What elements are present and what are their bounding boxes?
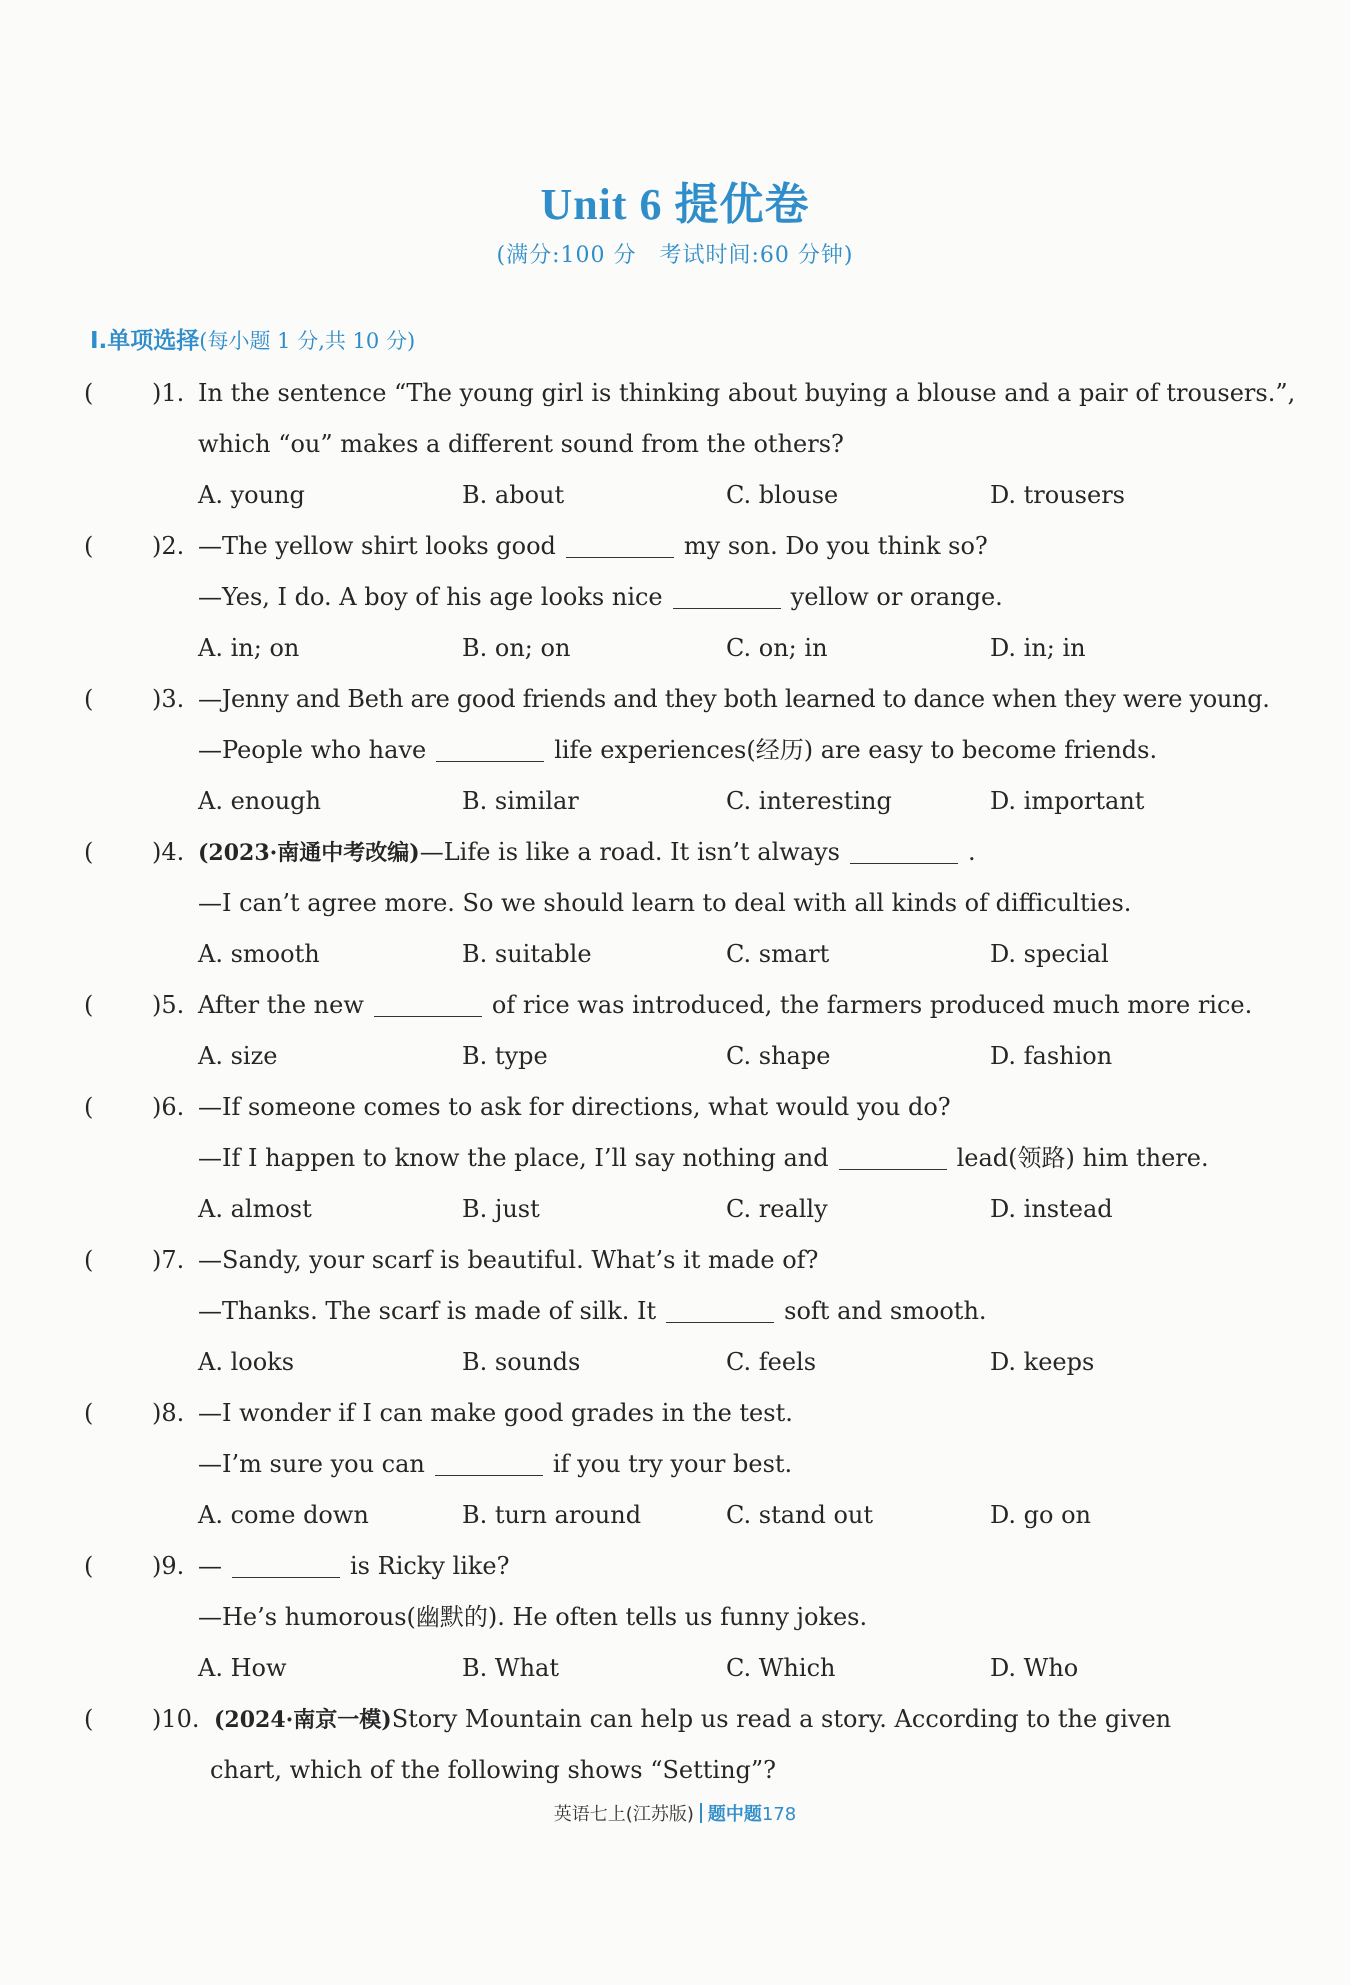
option-c[interactable]: C. Which bbox=[726, 1654, 836, 1682]
section-heading bbox=[90, 322, 415, 355]
option-a[interactable]: A. come down bbox=[198, 1501, 369, 1529]
answer-bracket[interactable]: ( bbox=[84, 379, 94, 407]
option-d[interactable]: D. Who bbox=[990, 1654, 1079, 1682]
question-text: —The yellow shirt looks good my son. Do you think so? bbox=[198, 521, 988, 572]
answer-bracket[interactable]: ( bbox=[84, 838, 94, 866]
question-9-line-2 bbox=[0, 1592, 1350, 1643]
section-label: Ⅰ.单项选择 bbox=[90, 328, 200, 354]
answer-bracket[interactable]: ( bbox=[84, 1246, 94, 1274]
answer-bracket[interactable]: ( bbox=[84, 991, 94, 1019]
question-text: —If I happen to know the place, I’ll say nothing and lead(领路) him there. bbox=[198, 1133, 1209, 1184]
page-number: 178 bbox=[761, 1804, 797, 1825]
option-d[interactable]: D. trousers bbox=[990, 481, 1125, 509]
question-8-line-2 bbox=[0, 1439, 1350, 1490]
question-7-options bbox=[0, 1337, 1350, 1388]
question-2-options bbox=[0, 623, 1350, 674]
question-10-line-2 bbox=[0, 1745, 1350, 1796]
option-c[interactable]: C. smart bbox=[726, 940, 830, 968]
question-number: )1. bbox=[152, 379, 185, 407]
question-number: )10. bbox=[152, 1705, 200, 1733]
question-source: (2023·南通中考改编) bbox=[198, 840, 420, 866]
question-text: —Jenny and Beth are good friends and they both learned to dance when they were young. bbox=[198, 685, 1270, 713]
question-number: )8. bbox=[152, 1399, 185, 1427]
footer-divider bbox=[700, 1803, 702, 1823]
question-6-line-2 bbox=[0, 1133, 1350, 1184]
question-text: —I wonder if I can make good grades in the test. bbox=[198, 1399, 793, 1427]
section-note: (每小题 1 分,共 10 分) bbox=[199, 329, 416, 353]
answer-bracket[interactable]: ( bbox=[84, 1399, 94, 1427]
question-source: (2024·南京一模) bbox=[214, 1707, 392, 1733]
option-a[interactable]: A. size bbox=[198, 1042, 278, 1070]
question-number: )7. bbox=[152, 1246, 185, 1274]
question-3-line-2 bbox=[0, 725, 1350, 776]
question-1 bbox=[0, 368, 1350, 419]
question-text: —People who have life experiences(经历) are easy to become friends. bbox=[198, 725, 1157, 776]
question-1-options bbox=[0, 470, 1350, 521]
question-text: After the new of rice was introduced, the farmers produced much more rice. bbox=[198, 980, 1252, 1031]
option-b[interactable]: B. on; on bbox=[462, 634, 571, 662]
option-a[interactable]: A. almost bbox=[198, 1195, 312, 1223]
answer-blank[interactable] bbox=[850, 833, 958, 864]
question-text: —If someone comes to ask for directions, what would you do? bbox=[198, 1093, 951, 1121]
option-c[interactable]: C. interesting bbox=[726, 787, 892, 815]
option-c[interactable]: C. blouse bbox=[726, 481, 839, 509]
answer-bracket[interactable]: ( bbox=[84, 685, 94, 713]
answer-bracket[interactable]: ( bbox=[84, 1705, 94, 1733]
question-7 bbox=[0, 1235, 1350, 1286]
question-text: —I can’t agree more. So we should learn to deal with all kinds of difficulties. bbox=[198, 889, 1132, 917]
question-text: which “ou” makes a different sound from the others? bbox=[198, 430, 844, 458]
book-title: 英语七上(江苏版) bbox=[553, 1804, 694, 1825]
answer-blank[interactable] bbox=[232, 1547, 340, 1578]
option-d[interactable]: D. important bbox=[990, 787, 1145, 815]
question-text: —Yes, I do. A boy of his age looks nice yellow or orange. bbox=[198, 572, 1003, 623]
question-9-options bbox=[0, 1643, 1350, 1694]
answer-bracket[interactable]: ( bbox=[84, 1093, 94, 1121]
question-7-line-2 bbox=[0, 1286, 1350, 1337]
question-2-line-2 bbox=[0, 572, 1350, 623]
option-c[interactable]: C. stand out bbox=[726, 1501, 874, 1529]
option-d[interactable]: D. keeps bbox=[990, 1348, 1095, 1376]
question-6-options bbox=[0, 1184, 1350, 1235]
option-b[interactable]: B. sounds bbox=[462, 1348, 581, 1376]
option-c[interactable]: C. really bbox=[726, 1195, 828, 1223]
question-number: )4. bbox=[152, 838, 185, 866]
option-a[interactable]: A. looks bbox=[198, 1348, 295, 1376]
question-1-line-2 bbox=[0, 419, 1350, 470]
option-a[interactable]: A. enough bbox=[198, 787, 321, 815]
answer-blank[interactable] bbox=[566, 527, 674, 558]
question-4-options bbox=[0, 929, 1350, 980]
question-number: )9. bbox=[152, 1552, 185, 1580]
question-4 bbox=[0, 827, 1350, 878]
answer-blank[interactable] bbox=[666, 1292, 774, 1323]
option-a[interactable]: A. in; on bbox=[198, 634, 300, 662]
question-text: —Thanks. The scarf is made of silk. It soft and smooth. bbox=[198, 1286, 987, 1337]
option-d[interactable]: D. special bbox=[990, 940, 1109, 968]
question-number: )6. bbox=[152, 1093, 185, 1121]
answer-bracket[interactable]: ( bbox=[84, 532, 94, 560]
question-5-options bbox=[0, 1031, 1350, 1082]
question-10 bbox=[0, 1694, 1350, 1745]
question-number: )5. bbox=[152, 991, 185, 1019]
option-d[interactable]: D. in; in bbox=[990, 634, 1086, 662]
option-b[interactable]: B. What bbox=[462, 1654, 559, 1682]
answer-blank[interactable] bbox=[436, 731, 544, 762]
option-c[interactable]: C. on; in bbox=[726, 634, 828, 662]
question-text: chart, which of the following shows “Setting”? bbox=[210, 1756, 777, 1784]
brand-name: 题中题 bbox=[707, 1804, 762, 1825]
question-text: —Sandy, your scarf is beautiful. What’s it made of? bbox=[198, 1246, 819, 1274]
option-b[interactable]: B. similar bbox=[462, 787, 579, 815]
option-b[interactable]: B. turn around bbox=[462, 1501, 642, 1529]
question-number: )2. bbox=[152, 532, 185, 560]
question-5 bbox=[0, 980, 1350, 1031]
question-text: (2024·南京一模)Story Mountain can help us read a story. According to the given bbox=[214, 1705, 1172, 1733]
question-3-options bbox=[0, 776, 1350, 827]
question-6 bbox=[0, 1082, 1350, 1133]
answer-blank[interactable] bbox=[673, 578, 781, 609]
option-a[interactable]: A. smooth bbox=[198, 940, 320, 968]
question-text: —I’m sure you can if you try your best. bbox=[198, 1439, 792, 1490]
option-b[interactable]: B. type bbox=[462, 1042, 548, 1070]
question-text: In the sentence “The young girl is thinking about buying a blouse and a pair of trousers.”, bbox=[198, 379, 1296, 407]
answer-blank[interactable] bbox=[839, 1139, 947, 1170]
page-footer bbox=[0, 1800, 1350, 1826]
exam-info: (满分:100 分 考试时间:60 分钟) bbox=[496, 243, 854, 268]
option-b[interactable]: B. suitable bbox=[462, 940, 592, 968]
question-text: — is Ricky like? bbox=[198, 1541, 510, 1592]
option-c[interactable]: C. feels bbox=[726, 1348, 817, 1376]
answer-blank[interactable] bbox=[435, 1445, 543, 1476]
question-number: )3. bbox=[152, 685, 185, 713]
question-text: —He’s humorous(幽默的). He often tells us funny jokes. bbox=[198, 1603, 868, 1631]
question-text: (2023·南通中考改编)—Life is like a road. It isn’t always . bbox=[198, 827, 976, 879]
option-b[interactable]: B. about bbox=[462, 481, 565, 509]
question-2 bbox=[0, 521, 1350, 572]
question-9 bbox=[0, 1541, 1350, 1592]
option-b[interactable]: B. just bbox=[462, 1195, 540, 1223]
question-4-line-2 bbox=[0, 878, 1350, 929]
answer-blank[interactable] bbox=[374, 986, 482, 1017]
page-title: Unit 6 提优卷 bbox=[540, 180, 810, 229]
option-c[interactable]: C. shape bbox=[726, 1042, 831, 1070]
question-8 bbox=[0, 1388, 1350, 1439]
option-d[interactable]: D. go on bbox=[990, 1501, 1091, 1529]
question-list bbox=[0, 368, 1350, 1796]
option-a[interactable]: A. How bbox=[198, 1654, 287, 1682]
option-a[interactable]: A. young bbox=[198, 481, 305, 509]
option-d[interactable]: D. fashion bbox=[990, 1042, 1113, 1070]
option-d[interactable]: D. instead bbox=[990, 1195, 1113, 1223]
question-8-options bbox=[0, 1490, 1350, 1541]
question-3 bbox=[0, 674, 1350, 725]
answer-bracket[interactable]: ( bbox=[84, 1552, 94, 1580]
